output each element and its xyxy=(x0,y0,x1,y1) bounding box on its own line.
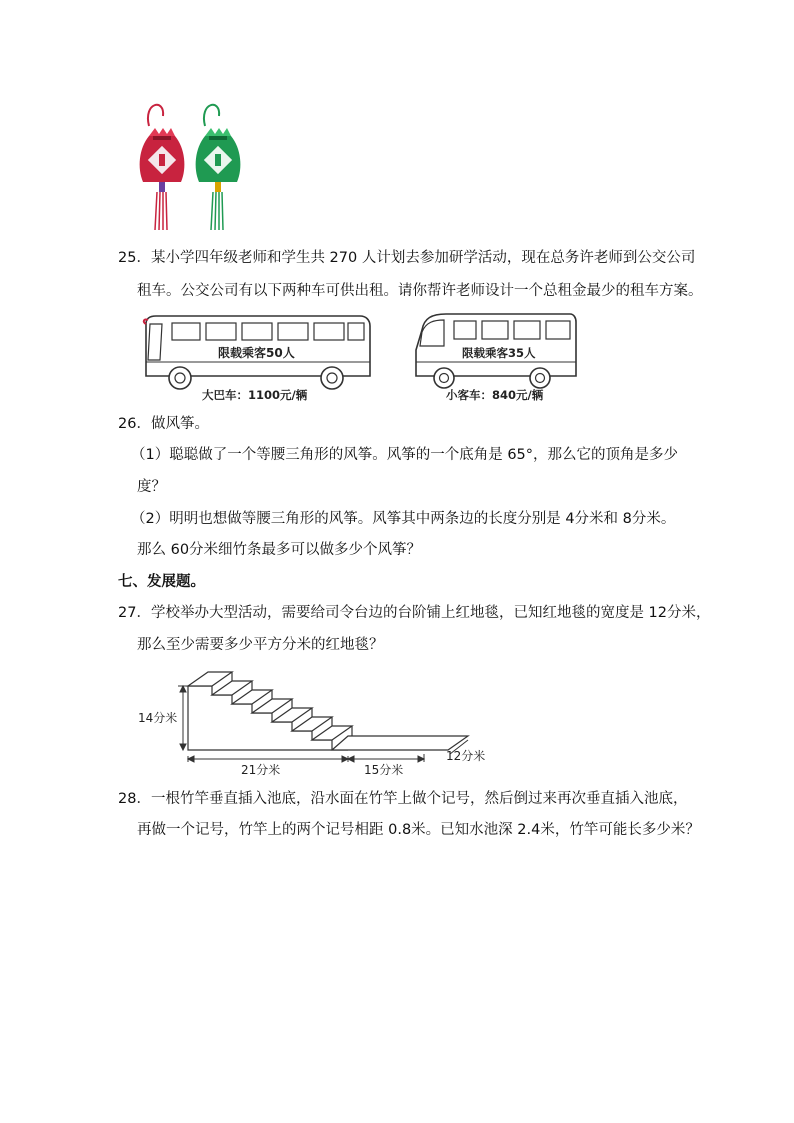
stairs-length1-label: 21分米 xyxy=(241,763,281,777)
section-heading: 七、发展题。 xyxy=(118,574,205,590)
q28-text-line1: 28．一根竹竿垂直插入池底，沿水面在竹竿上做个记号，然后倒过来再次垂直插入池底， xyxy=(118,791,688,807)
q26-part2-line1: （2）明明也想做等腰三角形的风筝。风筝其中两条边的长度分别是 4分米和 8分米。 xyxy=(131,511,676,527)
large-bus-capacity: 限载乘客50人 xyxy=(218,346,295,360)
q28-text-line2: 再做一个记号，竹竿上的两个记号相距 0.8米。已知水池深 2.4米，竹竿可能长多少米？ xyxy=(137,822,700,838)
stairs-length2-label: 15分米 xyxy=(364,763,404,777)
stairs-diagram xyxy=(138,662,498,777)
stairs-height-label: 14分米 xyxy=(138,711,178,725)
q27-text-line1: 27．学校举办大型活动，需要给司令台边的台阶铺上红地毯，已知红地毯的宽度是 12分米， xyxy=(118,605,711,621)
q25-text-line2: 租车。公交公司有以下两种车可供出租。请你帮许老师设计一个总租金最少的租车方案。 xyxy=(137,283,703,299)
q26-part2-line2: 那么 60分米细竹条最多可以做多少个风筝？ xyxy=(137,542,422,558)
q26-title: 26．做风筝。 xyxy=(118,416,209,432)
large-bus-price: 大巴车：1100元/辆 xyxy=(202,388,308,402)
q26-part1-line2: 度？ xyxy=(137,479,166,495)
red-sachet-icon xyxy=(140,105,185,230)
q27-text-line2: 那么至少需要多少平方分米的红地毯？ xyxy=(137,637,384,653)
small-bus-image xyxy=(410,310,585,405)
small-bus-capacity: 限载乘客35人 xyxy=(462,346,536,360)
q26-part1-line1: （1）聪聪做了一个等腰三角形的风筝。风筝的一个底角是 65°，那么它的顶角是多少 xyxy=(131,447,679,463)
stairs-width-label: 12分米 xyxy=(446,749,486,763)
small-bus-price: 小客车：840元/辆 xyxy=(446,388,544,402)
green-sachet-icon xyxy=(196,105,241,230)
large-bus-image xyxy=(140,310,380,405)
q25-text-line1: 25．某小学四年级老师和学生共 270 人计划去参加研学活动，现在总务许老师到公交公司 xyxy=(118,250,696,266)
sachet-ornaments-image xyxy=(135,98,255,234)
